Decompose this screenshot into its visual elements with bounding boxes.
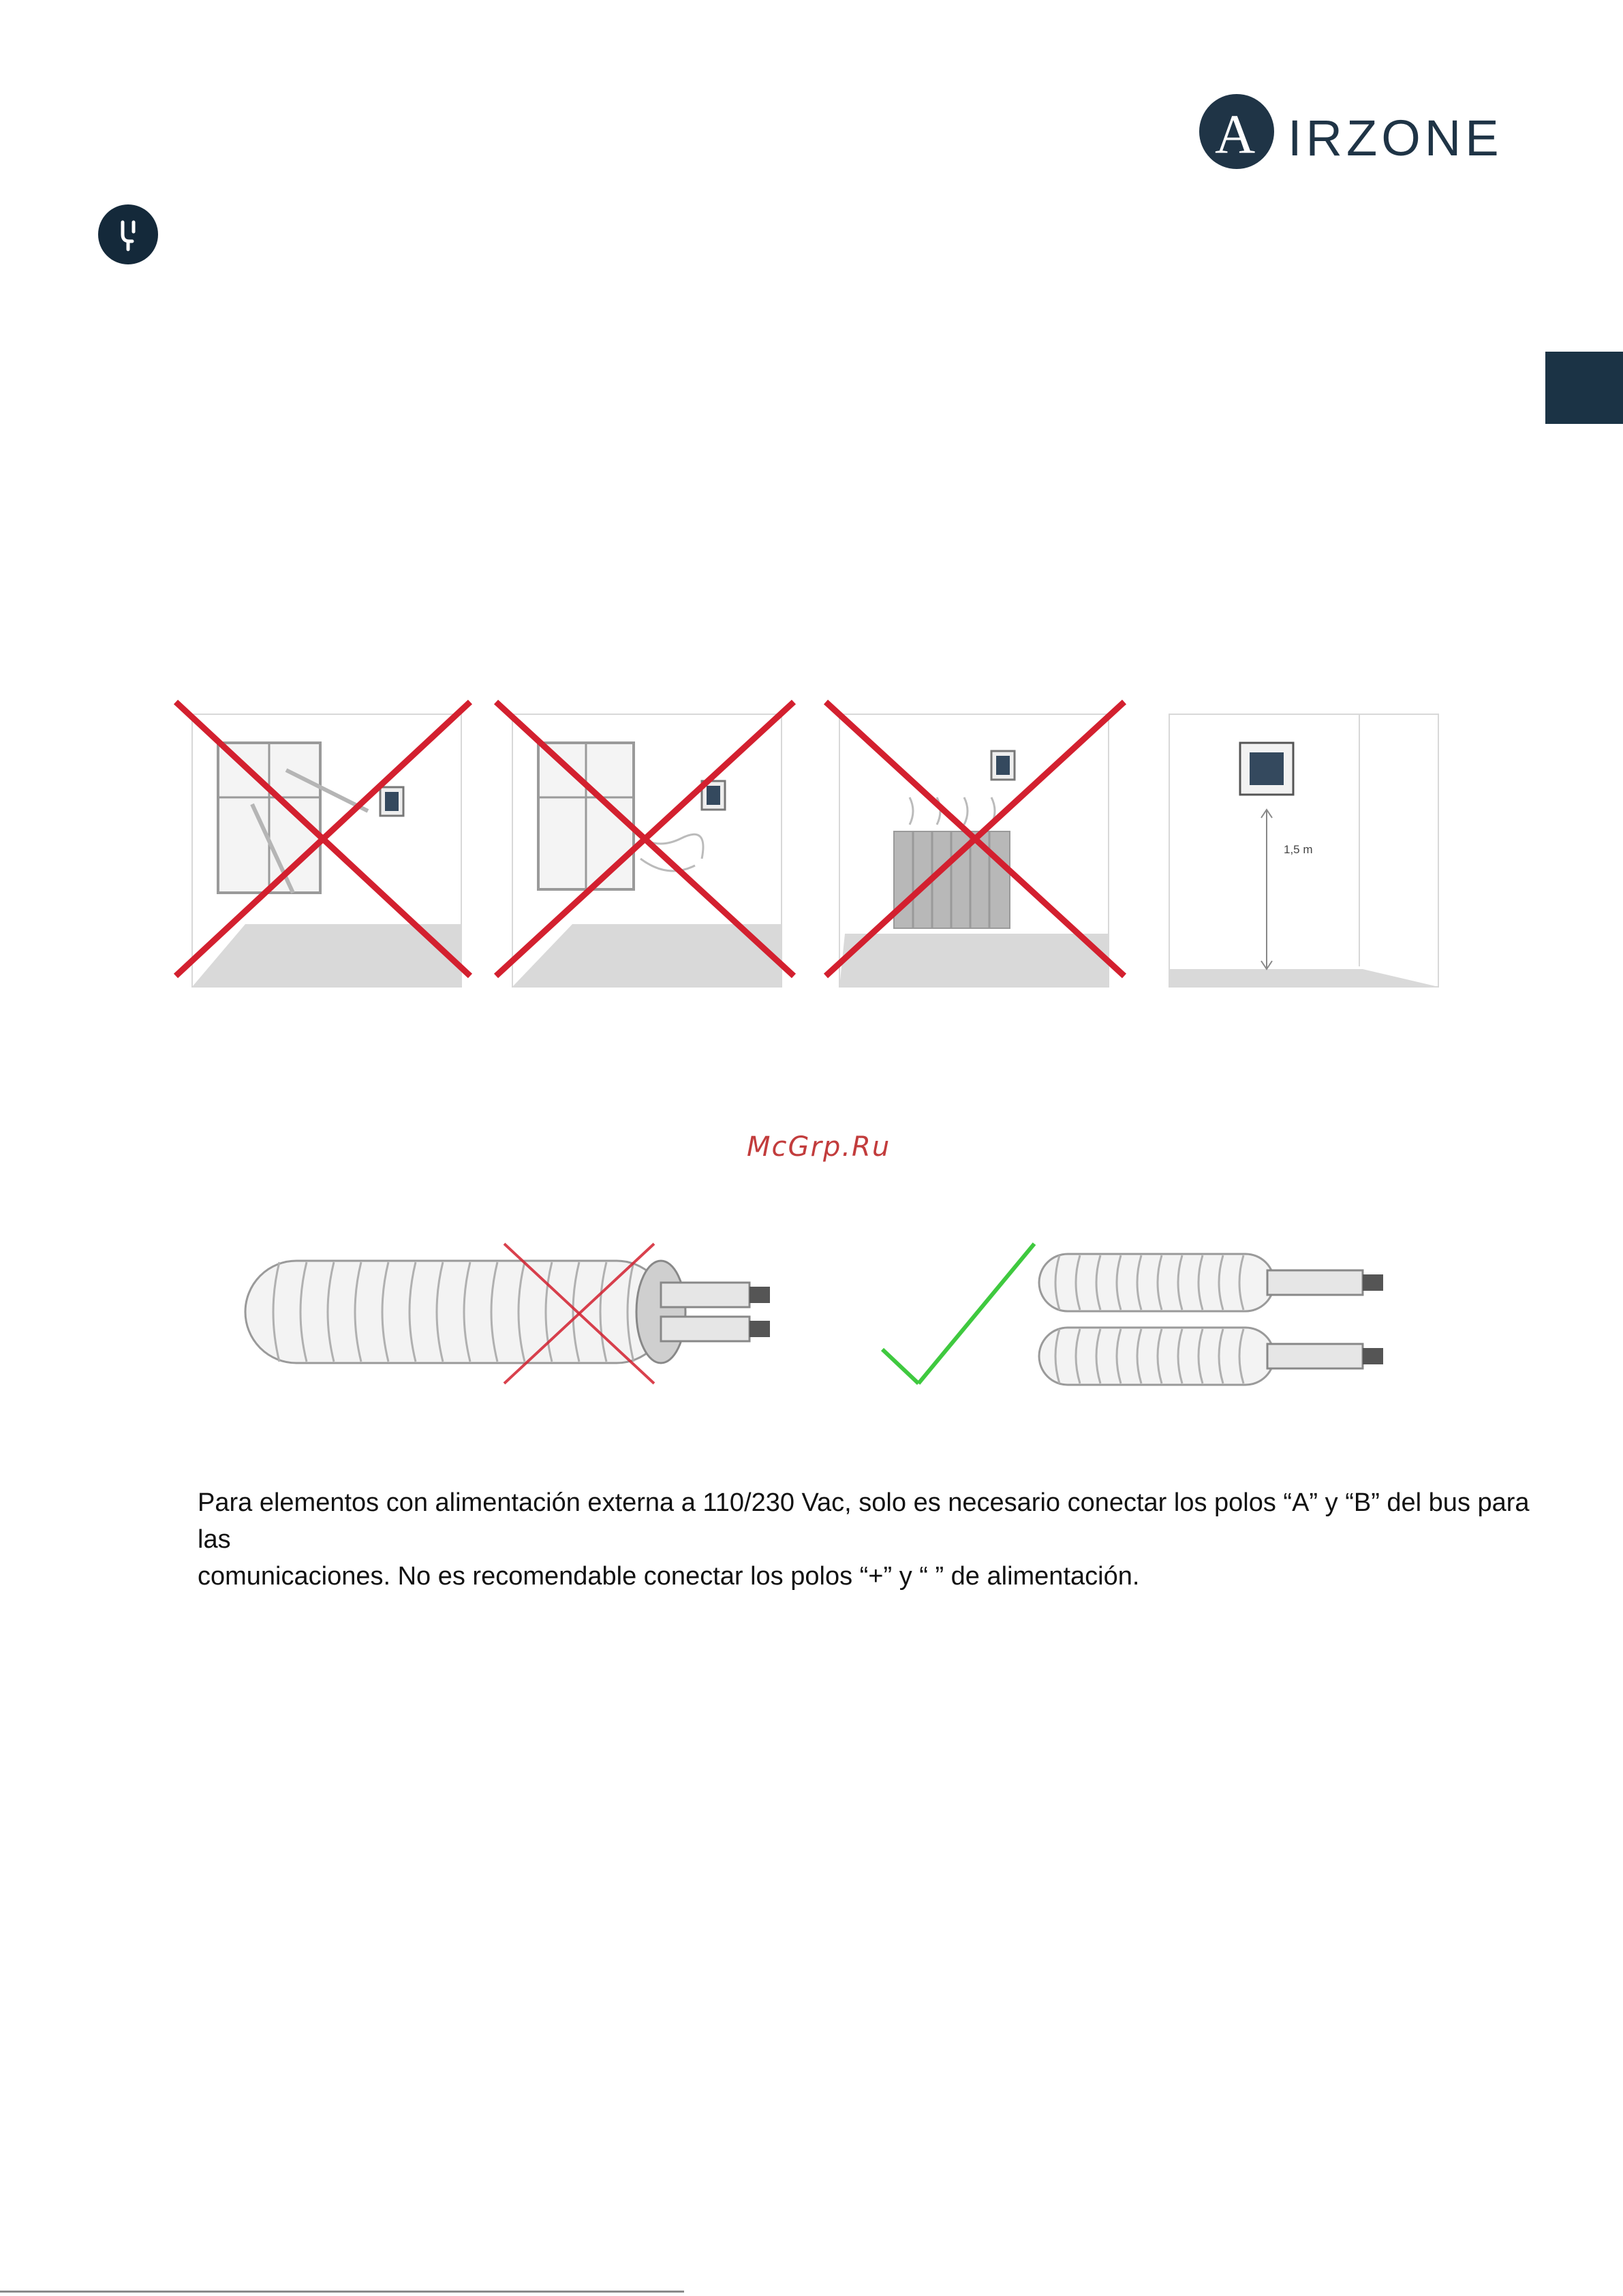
panel-window: [176, 702, 470, 987]
chapter-tab: [1545, 352, 1623, 424]
cable-figure: [238, 1213, 1390, 1404]
panel-window-draft: [496, 702, 794, 987]
brand-logo: [1199, 94, 1503, 176]
placement-figure: [164, 695, 1458, 995]
logo-mark: A: [1199, 94, 1274, 169]
footer-rule: [0, 2291, 684, 2293]
note-line-1: Para elementos con alimentación externa a 110/230 Vac, solo es necesario conectar los polos “A” y “B” del bus para las: [198, 1488, 1530, 1554]
panel-radiator: [826, 702, 1124, 987]
cable-shared-conduit: [245, 1244, 770, 1383]
watermark: McGrp.Ru: [747, 1131, 891, 1163]
cable-separate-conduits: [882, 1244, 1383, 1385]
note-line-2: comunicaciones. No es recomendable conectar los polos “+” y “ ” de alimentación.: [198, 1562, 1140, 1591]
panel-correct: [1169, 714, 1438, 987]
height-label: 1,5 m: [1284, 843, 1313, 856]
installation-note: [198, 1484, 1547, 1595]
logo-wordmark: IRZONE: [1288, 110, 1503, 166]
wrench-icon: [98, 204, 158, 264]
